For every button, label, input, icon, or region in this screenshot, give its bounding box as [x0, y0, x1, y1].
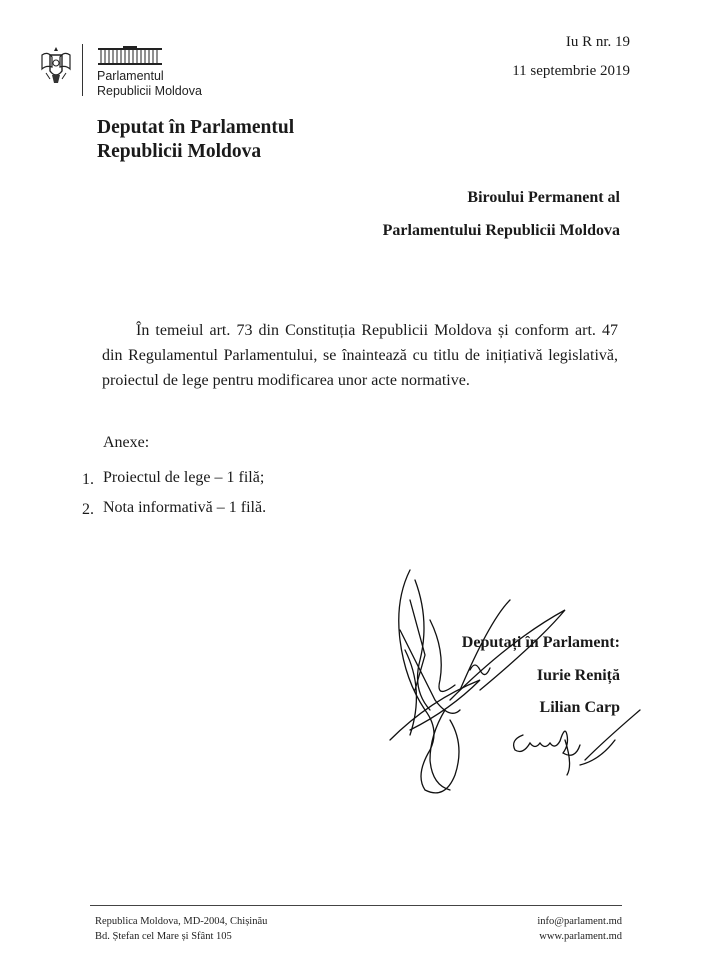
annex-item-text: Proiectul de lege – 1 filă; — [103, 469, 265, 486]
footer-website: www.parlament.md — [539, 931, 622, 942]
signer-name: Lilian Carp — [539, 699, 620, 716]
footer-address-line1: Republica Moldova, MD-2004, Chișinău — [95, 916, 268, 927]
parliament-building-icon — [97, 46, 163, 66]
org-name-line1: Parlamentul — [97, 69, 164, 83]
organization-name — [97, 69, 202, 98]
footer-email: info@parlament.md — [537, 916, 622, 927]
footer-address-line2: Bd. Ștefan cel Mare și Sfânt 105 — [95, 931, 232, 942]
signer-name: Iurie Reniță — [536, 667, 620, 684]
reference-number: Iu R nr. 19 — [565, 34, 630, 50]
footer-address — [95, 914, 267, 944]
annexes-label: Anexe: — [103, 434, 150, 451]
reference-date: 11 septembrie 2019 — [512, 63, 630, 79]
addressee-line2: Parlamentului Republicii Moldova — [382, 222, 620, 239]
sender-title-line1: Deputat în Parlamentul — [97, 117, 295, 138]
org-name-line2: Republicii Moldova — [97, 83, 202, 98]
header-divider — [82, 44, 83, 96]
addressee-line1: Biroului Permanent al — [467, 189, 620, 206]
sender-title-line2: Republicii Moldova — [97, 141, 262, 162]
sender-title — [97, 116, 294, 164]
signatories-label: Deputați în Parlament: — [461, 634, 620, 651]
footer-divider — [90, 905, 622, 906]
annex-item-number: 1. — [82, 471, 94, 488]
coat-of-arms-icon — [38, 45, 74, 89]
footer-contact — [537, 914, 622, 944]
body-paragraph: În temeiul art. 73 din Constituția Republicii Moldova și conform art. 47 din Regulamentul Parlamentului, se înaintează cu titlu de inițiativă legislativă, proiectul de lege pentru modificarea unor acte normative. — [102, 322, 618, 389]
annex-item-text: Nota informativă – 1 filă. — [103, 499, 267, 516]
annex-item-number: 2. — [82, 501, 94, 518]
